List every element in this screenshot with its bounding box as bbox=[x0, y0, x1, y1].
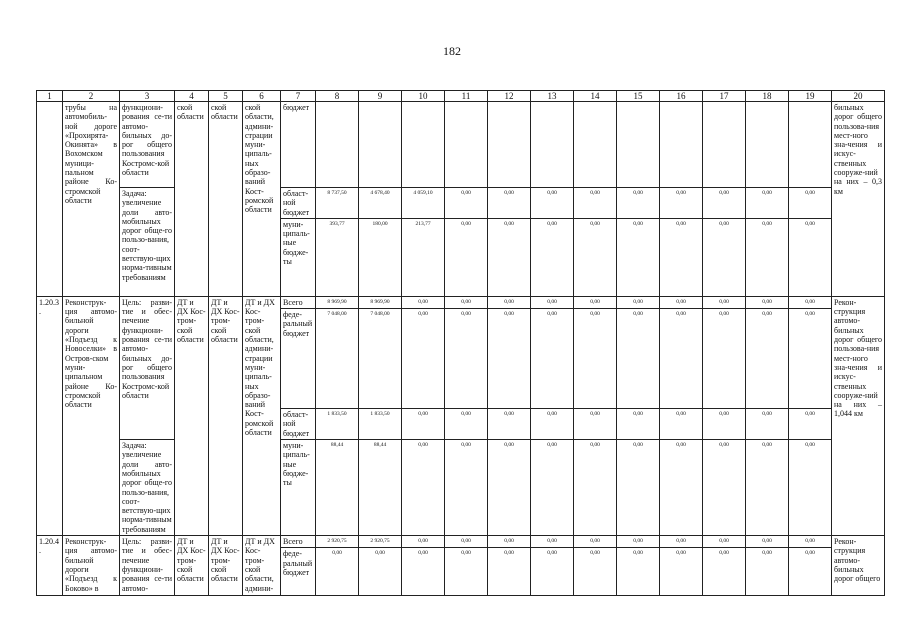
value-cell bbox=[574, 102, 617, 188]
col-header: 18 bbox=[746, 91, 789, 102]
responsible-executor: ДТ и ДХ Кос-тром-ской области bbox=[175, 536, 209, 596]
col-header: 17 bbox=[703, 91, 746, 102]
value-cell: 7 048,00 bbox=[359, 309, 402, 409]
col-header: 13 bbox=[531, 91, 574, 102]
funding-source: муни-ципаль-ные бюдже-ты bbox=[281, 218, 316, 296]
value-cell: 0,00 bbox=[402, 309, 445, 409]
value-cell: 0,00 bbox=[703, 296, 746, 308]
col-header: 15 bbox=[617, 91, 660, 102]
value-cell: 0,00 bbox=[703, 409, 746, 440]
customer: ДТ и ДХ Кос-тром-ской области bbox=[209, 296, 243, 535]
program-table bbox=[36, 90, 885, 596]
value-cell: 0,00 bbox=[617, 409, 660, 440]
value-cell: 0,00 bbox=[617, 536, 660, 548]
value-cell: 393,77 bbox=[316, 218, 359, 296]
value-cell: 4 678,40 bbox=[359, 188, 402, 219]
value-cell: 0,00 bbox=[531, 296, 574, 308]
value-cell bbox=[488, 102, 531, 188]
value-cell: 0,00 bbox=[359, 548, 402, 596]
value-cell: 213,77 bbox=[402, 218, 445, 296]
goal-text: функциони-рования се-ти автомо-бильных до-рог общего пользования Костромс-кой области bbox=[120, 102, 175, 188]
value-cell: 0,00 bbox=[531, 409, 574, 440]
expected-result: Рекон-струкция автомо-бильных дорог общего bbox=[832, 536, 885, 596]
goal-text: Цель: разви-тие и обес-печение функциони-рования се-ти автомо- bbox=[120, 536, 175, 596]
task-text: Задача: увеличение доли авто-мобильных дорог обще-го пользо-вания, соот-ветствую-щих норма-тивным требованиям bbox=[120, 440, 175, 536]
value-cell: 0,00 bbox=[402, 440, 445, 536]
value-cell: 0,00 bbox=[789, 296, 832, 308]
funding-source: муни-ципаль-ные бюдже-ты bbox=[281, 440, 316, 536]
col-header: 10 bbox=[402, 91, 445, 102]
value-cell: 0,00 bbox=[574, 188, 617, 219]
customer: ской области bbox=[209, 102, 243, 297]
value-cell: 0,00 bbox=[617, 188, 660, 219]
col-header: 19 bbox=[789, 91, 832, 102]
value-cell: 0,00 bbox=[488, 309, 531, 409]
value-cell: 0,00 bbox=[703, 536, 746, 548]
value-cell: 0,00 bbox=[574, 440, 617, 536]
value-cell: 0,00 bbox=[617, 296, 660, 308]
value-cell: 7 048,00 bbox=[316, 309, 359, 409]
value-cell: 88,44 bbox=[316, 440, 359, 536]
value-cell: 0,00 bbox=[660, 296, 703, 308]
value-cell bbox=[445, 102, 488, 188]
object-name: Реконструк-ция автомо-бильной дороги «Подъезд к Боково» в bbox=[63, 536, 120, 596]
page-number: 182 bbox=[443, 44, 461, 58]
value-cell: 0,00 bbox=[402, 409, 445, 440]
value-cell: 0,00 bbox=[445, 536, 488, 548]
col-header: 12 bbox=[488, 91, 531, 102]
value-cell: 0,00 bbox=[574, 296, 617, 308]
value-cell: 0,00 bbox=[703, 218, 746, 296]
value-cell: 0,00 bbox=[574, 409, 617, 440]
value-cell: 0,00 bbox=[789, 309, 832, 409]
value-cell: 0,00 bbox=[531, 218, 574, 296]
value-cell: 0,00 bbox=[746, 218, 789, 296]
value-cell: 8 969,90 bbox=[316, 296, 359, 308]
col-header: 16 bbox=[660, 91, 703, 102]
responsible-executor: ДТ и ДХ Кос-тром-ской области bbox=[175, 296, 209, 535]
value-cell bbox=[531, 102, 574, 188]
col-header: 5 bbox=[209, 91, 243, 102]
col-header: 2 bbox=[63, 91, 120, 102]
item-number bbox=[37, 102, 63, 297]
value-cell: 0,00 bbox=[574, 536, 617, 548]
table-row bbox=[37, 536, 885, 548]
value-cell: 0,00 bbox=[402, 548, 445, 596]
col-header: 6 bbox=[243, 91, 281, 102]
value-cell: 0,00 bbox=[789, 440, 832, 536]
item-number: 1.20.4. bbox=[37, 536, 63, 596]
column-number-header bbox=[37, 91, 885, 102]
value-cell: 4 059,10 bbox=[402, 188, 445, 219]
value-cell: 2 920,75 bbox=[359, 536, 402, 548]
value-cell: 0,00 bbox=[445, 440, 488, 536]
value-cell: 0,00 bbox=[445, 188, 488, 219]
value-cell: 0,00 bbox=[402, 296, 445, 308]
responsible-executor: ской области bbox=[175, 102, 209, 297]
col-header: 4 bbox=[175, 91, 209, 102]
object-name: трубы на автомобиль-ной дороге «Прохирята-Окинята» в Вохомском муници-пальном районе Ко-стромской области bbox=[63, 102, 120, 297]
value-cell: 0,00 bbox=[746, 409, 789, 440]
expected-result: Рекон-струкция автомо-бильных дорог общего пользова-ния мест-ного зна-чения и искус-ственных сооруже-ний на них – 1,044 км bbox=[832, 296, 885, 535]
value-cell: 180,00 bbox=[359, 218, 402, 296]
value-cell: 0,00 bbox=[660, 536, 703, 548]
value-cell: 0,00 bbox=[445, 309, 488, 409]
expected-result: бильных дорог общего пользова-ния мест-ного зна-чения и искус-ственных сооруже-ний на них – 0,3 км bbox=[832, 102, 885, 297]
value-cell: 0,00 bbox=[316, 548, 359, 596]
funding-source: феде-ральный бюджет bbox=[281, 309, 316, 409]
value-cell: 2 920,75 bbox=[316, 536, 359, 548]
participants: ской области, админи-страции муни-ципаль-ных образо-ваний Кост-ромской области bbox=[243, 102, 281, 297]
value-cell: 0,00 bbox=[574, 548, 617, 596]
value-cell: 0,00 bbox=[746, 536, 789, 548]
value-cell: 88,44 bbox=[359, 440, 402, 536]
value-cell: 1 833,50 bbox=[316, 409, 359, 440]
value-cell: 0,00 bbox=[445, 296, 488, 308]
value-cell: 0,00 bbox=[531, 548, 574, 596]
value-cell: 8 969,90 bbox=[359, 296, 402, 308]
value-cell: 0,00 bbox=[660, 218, 703, 296]
value-cell bbox=[359, 102, 402, 188]
value-cell: 0,00 bbox=[789, 409, 832, 440]
value-cell: 0,00 bbox=[488, 296, 531, 308]
value-cell: 0,00 bbox=[660, 440, 703, 536]
value-cell: 0,00 bbox=[703, 548, 746, 596]
col-header: 14 bbox=[574, 91, 617, 102]
value-cell: 0,00 bbox=[703, 188, 746, 219]
value-cell: 0,00 bbox=[531, 440, 574, 536]
value-cell: 0,00 bbox=[617, 218, 660, 296]
value-cell: 0,00 bbox=[617, 309, 660, 409]
goal-text: Цель: разви-тие и обес-печение функциони-рования се-ти автомо-бильных до-рог общего пользования Костромс-кой области bbox=[120, 296, 175, 439]
funding-source: Всего bbox=[281, 296, 316, 308]
value-cell: 0,00 bbox=[445, 548, 488, 596]
value-cell: 0,00 bbox=[789, 536, 832, 548]
value-cell: 0,00 bbox=[445, 218, 488, 296]
value-cell: 0,00 bbox=[402, 536, 445, 548]
table-row bbox=[37, 296, 885, 308]
value-cell bbox=[617, 102, 660, 188]
value-cell bbox=[789, 102, 832, 188]
col-header: 1 bbox=[37, 91, 63, 102]
value-cell: 0,00 bbox=[488, 409, 531, 440]
value-cell: 0,00 bbox=[746, 548, 789, 596]
customer: ДТ и ДХ Кос-тром-ской области bbox=[209, 536, 243, 596]
col-header: 7 bbox=[281, 91, 316, 102]
value-cell: 0,00 bbox=[789, 218, 832, 296]
col-header: 20 bbox=[832, 91, 885, 102]
value-cell bbox=[316, 102, 359, 188]
object-name: Реконструк-ция автомо-бильной дороги «Подъезд к Новоселки» в Остров-ском муни-ципальном районе Ко-стромской области bbox=[63, 296, 120, 535]
value-cell: 0,00 bbox=[703, 309, 746, 409]
value-cell: 0,00 bbox=[488, 548, 531, 596]
funding-source: Всего bbox=[281, 536, 316, 548]
value-cell: 0,00 bbox=[660, 409, 703, 440]
value-cell: 0,00 bbox=[789, 548, 832, 596]
col-header: 11 bbox=[445, 91, 488, 102]
value-cell: 8 737,50 bbox=[316, 188, 359, 219]
funding-source: феде-ральный бюджет bbox=[281, 548, 316, 596]
value-cell: 0,00 bbox=[574, 309, 617, 409]
value-cell bbox=[402, 102, 445, 188]
value-cell: 0,00 bbox=[746, 440, 789, 536]
value-cell: 0,00 bbox=[488, 218, 531, 296]
value-cell: 0,00 bbox=[488, 440, 531, 536]
value-cell: 0,00 bbox=[746, 296, 789, 308]
value-cell: 0,00 bbox=[574, 218, 617, 296]
value-cell bbox=[660, 102, 703, 188]
value-cell: 0,00 bbox=[660, 548, 703, 596]
value-cell: 0,00 bbox=[660, 309, 703, 409]
value-cell: 0,00 bbox=[531, 188, 574, 219]
value-cell: 0,00 bbox=[617, 440, 660, 536]
col-header: 9 bbox=[359, 91, 402, 102]
value-cell: 0,00 bbox=[746, 188, 789, 219]
value-cell: 0,00 bbox=[746, 309, 789, 409]
task-text: Задача: увеличение доли авто-мобильных дорог обще-го пользо-вания, соот-ветствую-щих норма-тивным требованиям bbox=[120, 188, 175, 297]
value-cell: 0,00 bbox=[617, 548, 660, 596]
item-number: 1.20.3. bbox=[37, 296, 63, 535]
value-cell: 0,00 bbox=[488, 536, 531, 548]
value-cell: 0,00 bbox=[488, 188, 531, 219]
value-cell bbox=[746, 102, 789, 188]
value-cell: 0,00 bbox=[445, 409, 488, 440]
value-cell: 0,00 bbox=[531, 309, 574, 409]
value-cell: 0,00 bbox=[531, 536, 574, 548]
funding-source: област-ной бюджет bbox=[281, 188, 316, 219]
table-row bbox=[37, 188, 885, 219]
funding-source: област-ной бюджет bbox=[281, 409, 316, 440]
value-cell: 0,00 bbox=[789, 188, 832, 219]
funding-source: бюджет bbox=[281, 102, 316, 188]
col-header: 3 bbox=[120, 91, 175, 102]
col-header: 8 bbox=[316, 91, 359, 102]
value-cell: 0,00 bbox=[703, 440, 746, 536]
value-cell bbox=[703, 102, 746, 188]
participants: ДТ и ДХ Кос-тром-ской области, админи- bbox=[243, 536, 281, 596]
participants: ДТ и ДХ Кос-тром-ской области, админи-страции муни-ципаль-ных образо-ваний Кост-ромской области bbox=[243, 296, 281, 535]
value-cell: 1 833,50 bbox=[359, 409, 402, 440]
table-row bbox=[37, 440, 885, 536]
table-row bbox=[37, 102, 885, 188]
value-cell: 0,00 bbox=[660, 188, 703, 219]
